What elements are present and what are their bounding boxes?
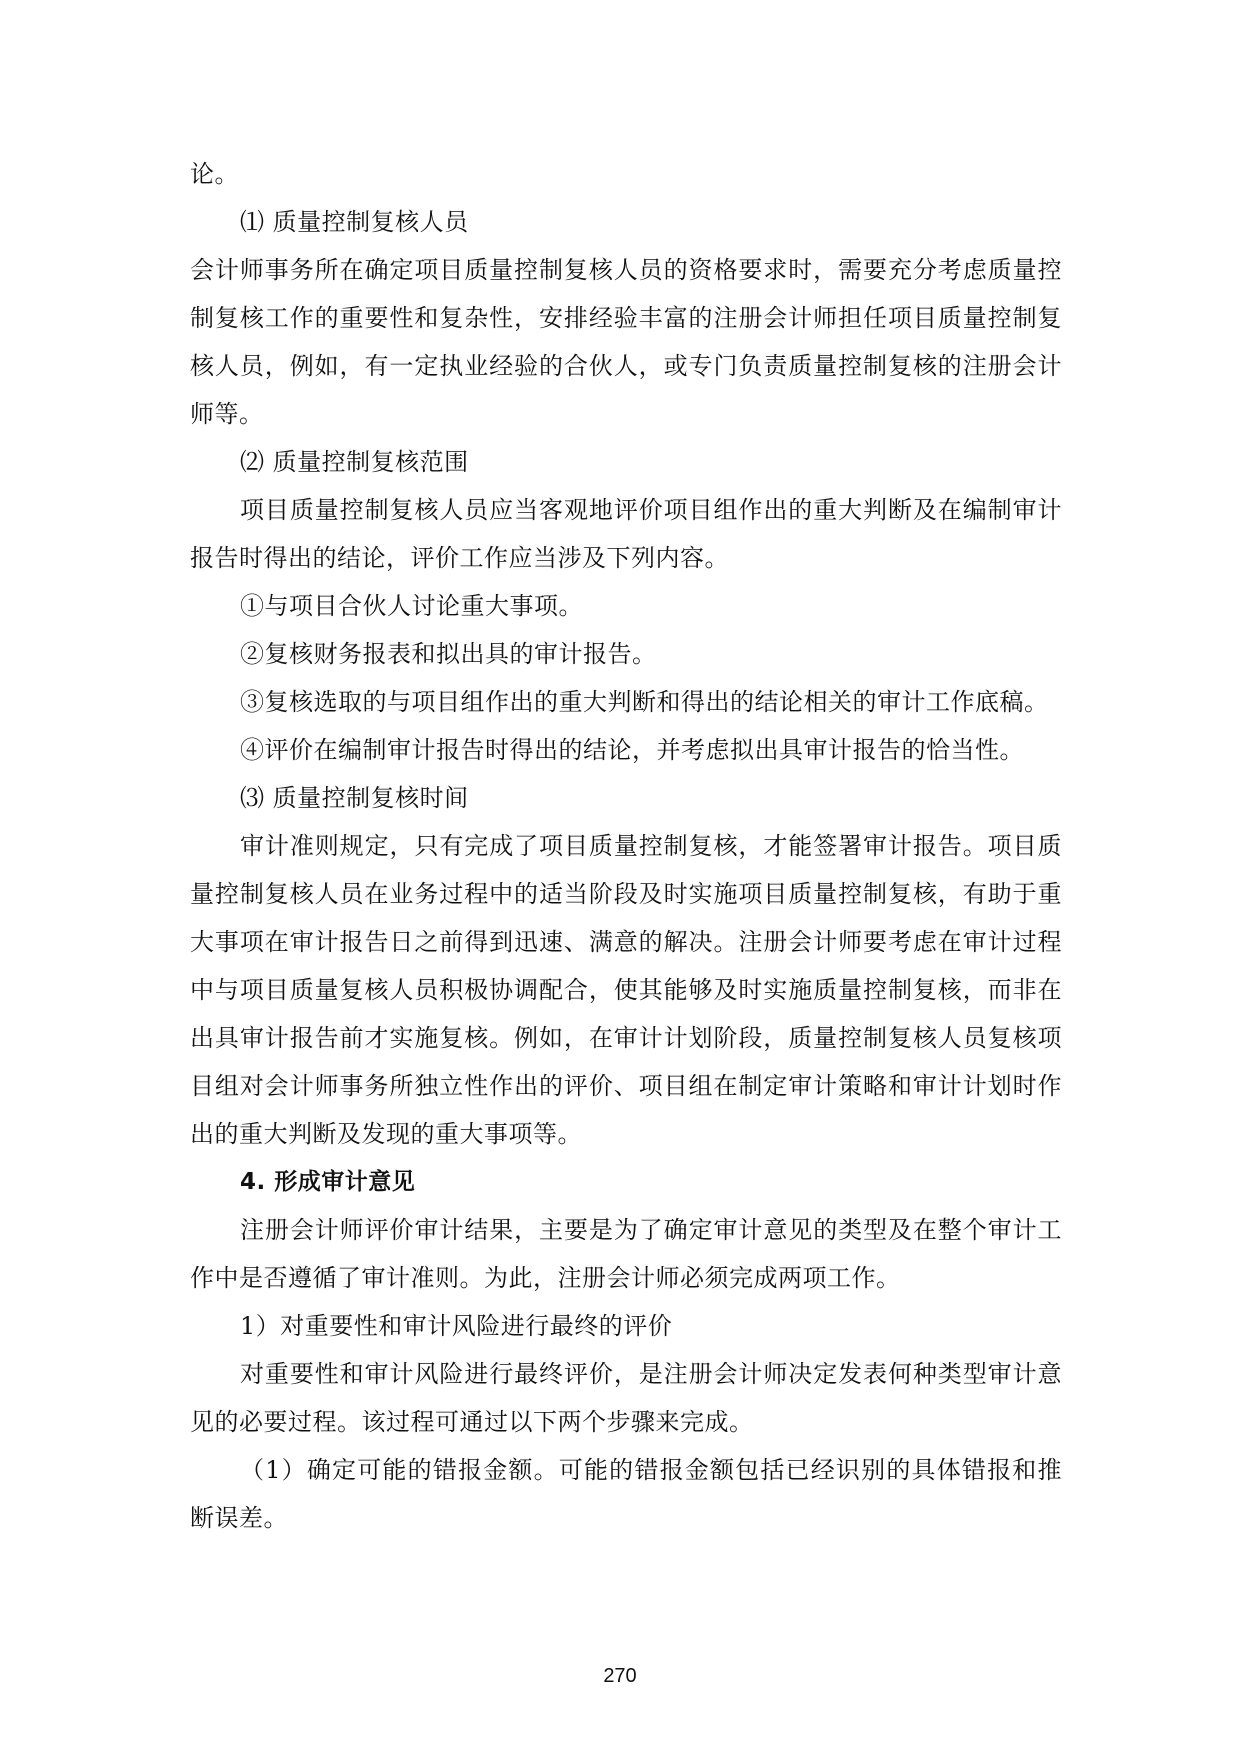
paragraph-scope: 项目质量控制复核人员应当客观地评价项目组作出的重大判断及在编制审计报告时得出的结论，评价工作应当涉及下列内容。 [190, 496, 1062, 572]
paragraph-misstatement: （1）确定可能的错报金额。可能的错报金额包括已经识别的具体错报和推断误差。 [190, 1456, 1062, 1532]
subheading-reviewer: ⑴ 质量控制复核人员 [240, 208, 469, 236]
list-item-3: ③复核选取的与项目组作出的重大判断和得出的结论相关的审计工作底稿。 [240, 688, 1049, 716]
document-body [190, 150, 1062, 1542]
list-item-2: ②复核财务报表和拟出具的审计报告。 [240, 640, 657, 668]
subheading-timing: ⑶ 质量控制复核时间 [240, 784, 469, 812]
list-item-1: ①与项目合伙人讨论重大事项。 [240, 592, 583, 620]
subheading-scope: ⑵ 质量控制复核范围 [240, 448, 469, 476]
paragraph-continuation: 论。 [190, 160, 239, 188]
page-number: 270 [603, 1665, 637, 1687]
subheading-materiality: 1）对重要性和审计风险进行最终的评价 [240, 1312, 673, 1340]
paragraph-materiality: 对重要性和审计风险进行最终评价，是注册会计师决定发表何种类型审计意见的必要过程。该过程可通过以下两个步骤来完成。 [190, 1360, 1062, 1436]
list-item-4: ④评价在编制审计报告时得出的结论，并考虑拟出具审计报告的恰当性。 [240, 736, 1024, 764]
section-heading: 4. 形成审计意见 [240, 1169, 416, 1195]
paragraph-opinion: 注册会计师评价审计结果，主要是为了确定审计意见的类型及在整个审计工作中是否遵循了审计准则。为此，注册会计师必须完成两项工作。 [190, 1216, 1062, 1292]
paragraph-timing: 审计准则规定，只有完成了项目质量控制复核，才能签署审计报告。项目质量控制复核人员在业务过程中的适当阶段及时实施项目质量控制复核，有助于重大事项在审计报告日之前得到迅速、满意的解决。注册会计师要考虑在审计过程中与项目质量复核人员积极协调配合，使其能够及时实施质量控制复核，而非在出具审计报告前才实施复核。例如，在审计计划阶段，质量控制复核人员复核项目组对会计师事务所独立性作出的评价、项目组在制定审计策略和审计计划时作出的重大判断及发现的重大事项等。 [190, 832, 1062, 1148]
paragraph-reviewer: 会计师事务所在确定项目质量控制复核人员的资格要求时，需要充分考虑质量控制复核工作的重要性和复杂性，安排经验丰富的注册会计师担任项目质量控制复核人员，例如，有一定执业经验的合伙人，或专门负责质量控制复核的注册会计师等。 [190, 256, 1062, 428]
